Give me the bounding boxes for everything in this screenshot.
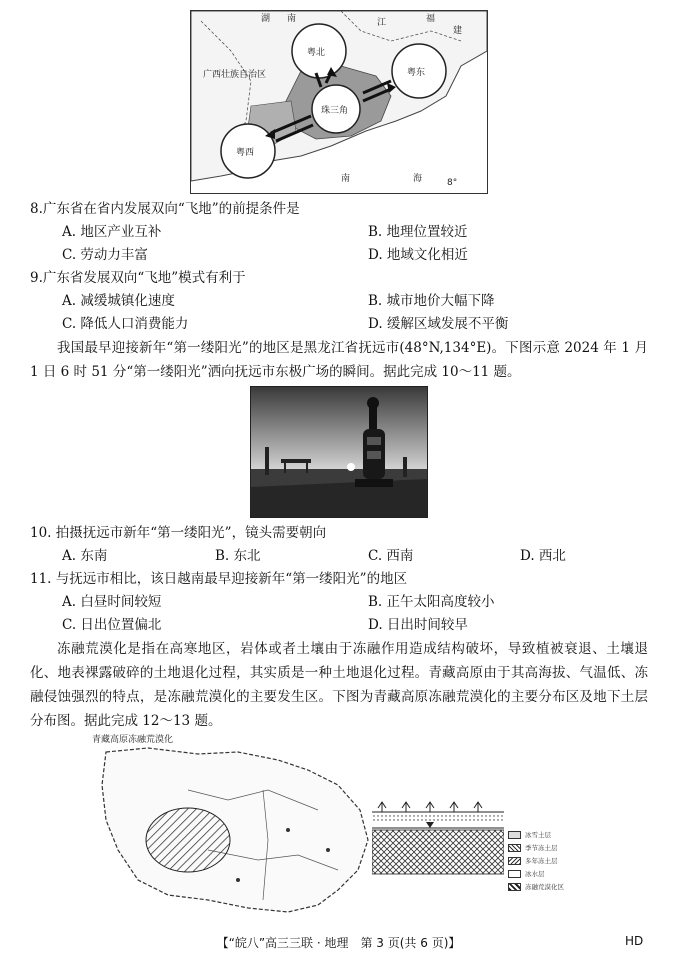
- legend-row: [508, 841, 598, 854]
- soil-legend: [508, 828, 598, 893]
- intro-12-13: 冻融荒漠化是指在高寒地区，岩体或者土壤由于冻融作用造成结构破坏，导致植被衰退、土壤退化、地表裸露破碎的土地退化过程，其实质是一种土地退化过程。青藏高原由于其高海拔、气温低、冻融侵蚀强烈的特点，是冻融荒漠化的主要发生区。下图为青藏高原冻融荒漠化的主要分布区及地下土层分布图。据此完成 12～13 题。: [30, 641, 648, 729]
- q8-option-a[interactable]: A. 地区产业互补: [62, 224, 162, 240]
- map1-label-west: 粤西: [236, 148, 255, 158]
- q10-option-b[interactable]: B. 东北: [215, 548, 261, 564]
- legend-label: 冰水层: [525, 870, 545, 878]
- sunrise-photo: [250, 386, 428, 518]
- legend-label: 多年冻土层: [525, 857, 558, 865]
- q9-option-b[interactable]: B. 城市地价大幅下降: [368, 293, 495, 309]
- q8-stem: 8.广东省在省内发展双向“飞地”的前提条件是: [30, 201, 300, 217]
- legend-row: [508, 854, 598, 867]
- map1-label-center: 珠三角: [321, 106, 349, 116]
- sunrise-photo-svg: [251, 387, 427, 517]
- guangdong-map-svg: [191, 11, 487, 193]
- map1-label-sea1: 南: [341, 174, 351, 184]
- legend-swatch-1: [508, 831, 521, 839]
- map1-label-guangxi: 广西壮族自治区: [203, 70, 267, 80]
- legend-swatch-2: [508, 844, 521, 852]
- page-footer: 【“皖八”高三三联 · 地理 第 3 页(共 6 页)】: [216, 936, 461, 950]
- q11-option-c[interactable]: C. 日出位置偏北: [62, 617, 162, 633]
- map1-label-hu: 湖: [261, 14, 271, 24]
- map1-label-north: 粤北: [307, 48, 326, 58]
- map1-label-east: 粤东: [407, 68, 426, 78]
- q11-stem: 11. 与抚远市相比，该日越南最早迎接新年“第一缕阳光”的地区: [30, 571, 408, 587]
- map1-label-fu: 福: [426, 14, 436, 24]
- q10-stem: 10. 拍摄抚远市新年“第一缕阳光”，镜头需要朝向: [30, 525, 327, 541]
- q9-option-d[interactable]: D. 缓解区域发展不平衡: [368, 316, 509, 332]
- footer-code: HD: [625, 934, 644, 948]
- q10-option-d[interactable]: D. 西北: [520, 548, 566, 564]
- q8-option-c[interactable]: C. 劳动力丰富: [62, 247, 148, 263]
- q11-option-a[interactable]: A. 白昼时间较短: [62, 594, 162, 610]
- q9-option-c[interactable]: C. 降低人口消费能力: [62, 316, 189, 332]
- legend-row: [508, 828, 598, 841]
- legend-label: 季节冻土层: [525, 844, 558, 852]
- q8-option-b[interactable]: B. 地理位置较近: [368, 224, 468, 240]
- intro-10-11: 我国最早迎接新年“第一缕阳光”的地区是黑龙江省抚远市(48°N,134°E)。下图示意 2024 年 1 月 1 日 6 时 51 分“第一缕阳光”洒向抚远市东极广场的瞬间。据此完成 10～11 题。: [30, 340, 648, 380]
- q9-stem: 9.广东省发展双向“飞地”模式有利于: [30, 270, 246, 286]
- plateau-map: [88, 730, 378, 926]
- legend-swatch-5: [508, 883, 521, 891]
- map1-label-nan: 南: [287, 14, 297, 24]
- legend-swatch-3: [508, 857, 521, 865]
- map1-label-scale: 8°: [447, 178, 458, 188]
- q11-option-d[interactable]: D. 日出时间较早: [368, 617, 468, 633]
- legend-swatch-4: [508, 870, 521, 878]
- soil-profile-svg: [372, 798, 504, 878]
- legend-label: 冰雪土层: [525, 831, 551, 839]
- map1-label-jiang: 江: [377, 18, 387, 28]
- legend-label: 冻融荒漠化区: [525, 883, 564, 891]
- map1-label-jian: 建: [453, 26, 463, 36]
- map1-label-sea2: 海: [413, 174, 423, 184]
- legend-row: [508, 880, 598, 893]
- q8-option-d[interactable]: D. 地域文化相近: [368, 247, 468, 263]
- q10-option-c[interactable]: C. 西南: [368, 548, 414, 564]
- map2-title: 青藏高原冻融荒漠化: [92, 735, 174, 745]
- q11-option-b[interactable]: B. 正午太阳高度较小: [368, 594, 495, 610]
- q9-option-a[interactable]: A. 减缓城镇化速度: [62, 293, 175, 309]
- q10-option-a[interactable]: A. 东南: [62, 548, 108, 564]
- guangdong-map: [190, 10, 488, 194]
- legend-row: [508, 867, 598, 880]
- soil-profile: [372, 798, 504, 878]
- plateau-map-svg: [88, 730, 378, 926]
